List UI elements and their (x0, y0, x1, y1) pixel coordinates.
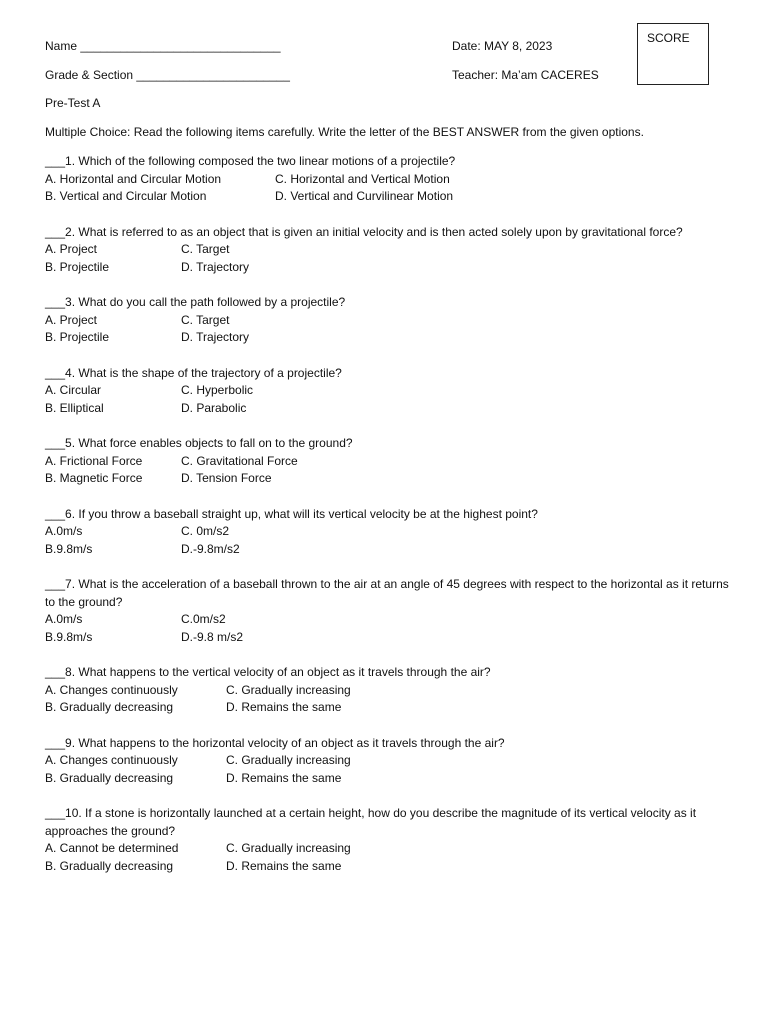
option-b: B. Magnetic Force (45, 471, 143, 485)
score-label: SCORE (647, 31, 690, 45)
question-stem: ___10. If a stone is horizontally launched at a certain height, how do you describe the magnitude of its vertical velocity as it approaches the ground? (45, 806, 697, 838)
option-row (45, 682, 735, 700)
date-label: Date: MAY 8, 2023 (452, 39, 553, 53)
option-a: A. Changes continuously (45, 682, 178, 697)
option-a: A. Changes continuously (45, 753, 178, 767)
question-list (45, 153, 735, 893)
question-9 (45, 735, 735, 788)
option-row (45, 312, 735, 330)
option-b: B.9.8m/s (45, 629, 93, 644)
option-a: A. Project (45, 242, 98, 256)
option-row (45, 752, 735, 770)
option-b: B. Gradually decreasing (45, 770, 174, 785)
option-c: C.0m/s2 (181, 612, 226, 626)
option-a: A.0m/s (45, 612, 83, 626)
option-c: C. Gravitational Force (181, 453, 298, 468)
option-row (45, 259, 735, 277)
option-row (45, 770, 735, 788)
question-2 (45, 224, 735, 277)
question-1 (45, 153, 735, 206)
option-row (45, 329, 735, 347)
option-c: C. Hyperbolic (181, 383, 254, 397)
option-b: B. Projectile (45, 330, 110, 344)
option-b: B. Elliptical (45, 400, 104, 415)
option-b: B. Gradually decreasing (45, 858, 174, 873)
option-d: D.-9.8 m/s2 (181, 629, 244, 644)
option-d: D.-9.8m/s2 (181, 541, 240, 556)
option-a: A. Cannot be determined (45, 841, 179, 855)
option-row (45, 241, 735, 259)
question-4 (45, 365, 735, 418)
question-stem: ___8. What happens to the vertical velocity of an object as it travels through the air? (45, 665, 491, 679)
option-row (45, 858, 735, 876)
teacher-label: Teacher: Ma’am CACERES (452, 68, 599, 82)
option-d: D. Parabolic (181, 400, 247, 415)
option-d: D. Remains the same (226, 700, 342, 714)
question-8 (45, 664, 735, 717)
option-row (45, 400, 735, 418)
option-row (45, 188, 735, 206)
option-c: C. Gradually increasing (226, 682, 351, 697)
question-stem: ___9. What happens to the horizontal velocity of an object as it travels through the air? (45, 735, 505, 750)
option-c: C. 0m/s2 (181, 524, 230, 538)
option-row (45, 171, 735, 189)
grade-section-line: Grade & Section _______________________ (45, 68, 290, 82)
option-b: B. Vertical and Circular Motion (45, 189, 207, 203)
option-row (45, 541, 735, 559)
option-a: A. Horizontal and Circular Motion (45, 171, 222, 186)
question-stem: ___4. What is the shape of the trajectory of a projectile? (45, 365, 342, 380)
option-b: B. Gradually decreasing (45, 700, 174, 714)
option-b: B. Projectile (45, 259, 110, 274)
option-row (45, 840, 735, 858)
test-title: Pre-Test A (45, 96, 101, 110)
option-row (45, 699, 735, 717)
option-c: C. Target (181, 312, 230, 327)
name-line: Name ______________________________ (45, 39, 281, 53)
option-row (45, 611, 735, 629)
option-a: A. Project (45, 312, 98, 327)
option-row (45, 629, 735, 647)
question-5 (45, 435, 735, 488)
option-row (45, 453, 735, 471)
question-10 (45, 805, 735, 875)
question-7 (45, 576, 735, 646)
option-d: D. Trajectory (181, 259, 250, 274)
question-stem: ___1. Which of the following composed the two linear motions of a projectile? (45, 154, 456, 168)
option-d: D. Tension Force (181, 471, 272, 485)
option-row (45, 470, 735, 488)
option-d: D. Remains the same (226, 858, 342, 873)
question-stem: ___7. What is the acceleration of a baseball thrown to the air at an angle of 45 degrees with respect to the horizontal as it returns to the ground? (45, 577, 729, 609)
option-d: D. Vertical and Curvilinear Motion (275, 189, 454, 203)
option-row (45, 382, 735, 400)
score-box (637, 23, 709, 85)
option-c: C. Gradually increasing (226, 753, 351, 767)
question-stem: ___2. What is referred to as an object that is given an initial velocity and is then acted solely upon by gravitational force? (45, 224, 683, 239)
question-stem: ___5. What force enables objects to fall on to the ground? (45, 436, 353, 450)
option-row (45, 523, 735, 541)
option-d: D. Trajectory (181, 330, 250, 344)
option-c: C. Gradually increasing (226, 841, 351, 855)
option-a: A. Frictional Force (45, 453, 143, 468)
option-c: C. Horizontal and Vertical Motion (275, 171, 450, 186)
option-a: A. Circular (45, 383, 102, 397)
question-6 (45, 506, 735, 559)
option-c: C. Target (181, 242, 230, 256)
question-stem: ___6. If you throw a baseball straight up, what will its vertical velocity be at the highest point? (45, 506, 538, 521)
instructions: Multiple Choice: Read the following items carefully. Write the letter of the BEST ANSWER from the given options. (45, 125, 644, 139)
question-stem: ___3. What do you call the path followed by a projectile? (45, 295, 346, 309)
option-b: B.9.8m/s (45, 541, 93, 556)
option-a: A.0m/s (45, 524, 83, 538)
option-d: D. Remains the same (226, 770, 342, 785)
question-3 (45, 294, 735, 347)
